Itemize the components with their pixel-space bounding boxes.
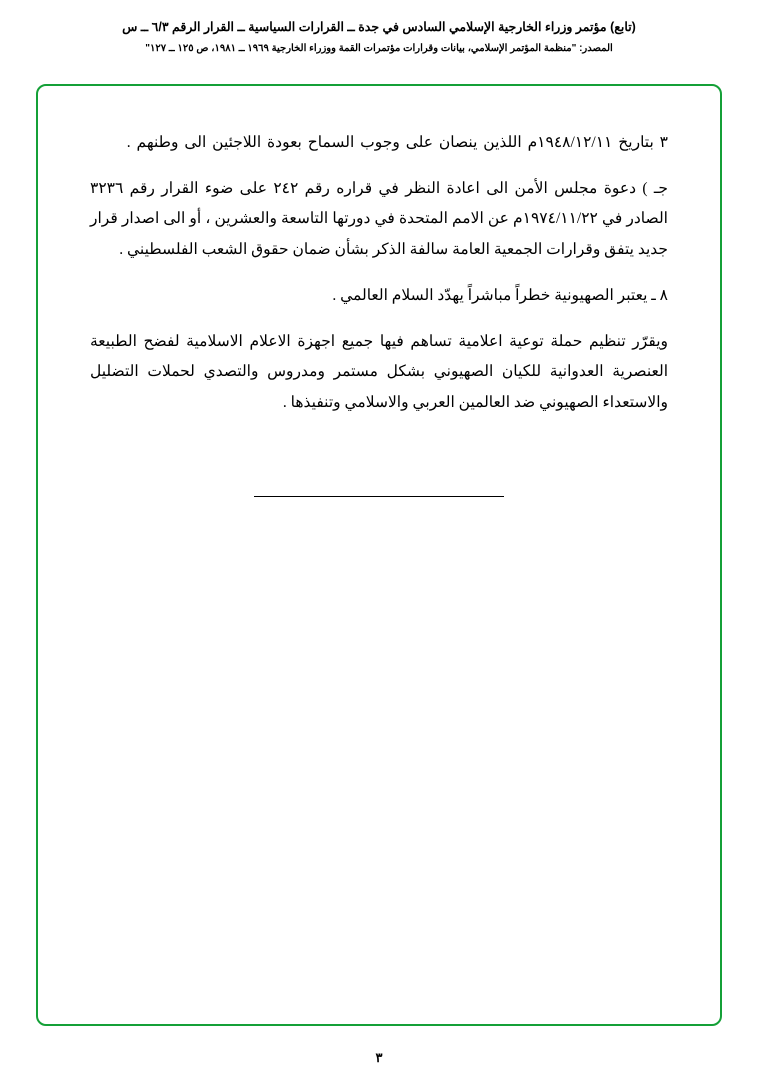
body-paragraph: ٣ بتاريخ ١٩٤٨/١٢/١١م اللذين ينصان على وجوب السماح بعودة اللاجئين الى وطنهم . bbox=[126, 134, 668, 151]
content-frame bbox=[36, 84, 722, 1026]
page-header bbox=[0, 0, 758, 54]
body-paragraph: ٨ ـ يعتبر الصهيونية خطراً مباشراً يهدّد السلام العالمي . bbox=[332, 286, 668, 304]
page-number: ٣ bbox=[375, 1050, 383, 1065]
document-body bbox=[38, 86, 720, 497]
header-source: المصدر: "منظمة المؤتمر الإسلامي، بيانات وقرارات مؤتمرات القمة ووزراء الخارجية ١٩٦٩ ــ ١٩٨١، ص ١٢٥ ــ ١٢٧" bbox=[145, 42, 613, 54]
body-paragraph: ويقرّر تنظيم حملة توعية اعلامية تساهم فيها جميع اجهزة الاعلام الاسلامية لفضح الطبيعة العنصرية العدوانية للكيان الصهيوني بشكل مستمر ومدروس والتصدي لحملات التضليل والاستعداء الصهيوني ضد العالمين العربي والاسلامي وتنفيذها . bbox=[90, 333, 668, 411]
section-divider bbox=[254, 496, 504, 497]
page-footer bbox=[0, 1050, 758, 1066]
body-paragraph: جـ ) دعوة مجلس الأمن الى اعادة النظر في قراره رقم ٢٤٢ على ضوء القرار رقم ٣٢٣٦ الصادر في ١٩٧٤/١١/٢٢م عن الامم المتحدة في دورتها التاسعة والعشرين ، أو الى اصدار قرار جديد يتفق وقرارات الجمعية العامة سالفة الذكر بشأن ضمان حقوق الشعب الفلسطيني . bbox=[90, 180, 668, 258]
header-title: (تابع) مؤتمر وزراء الخارجية الإسلامي السادس في جدة ــ القرارات السياسية ــ القرار الرقم ٦/٣ ــ س bbox=[122, 20, 636, 34]
